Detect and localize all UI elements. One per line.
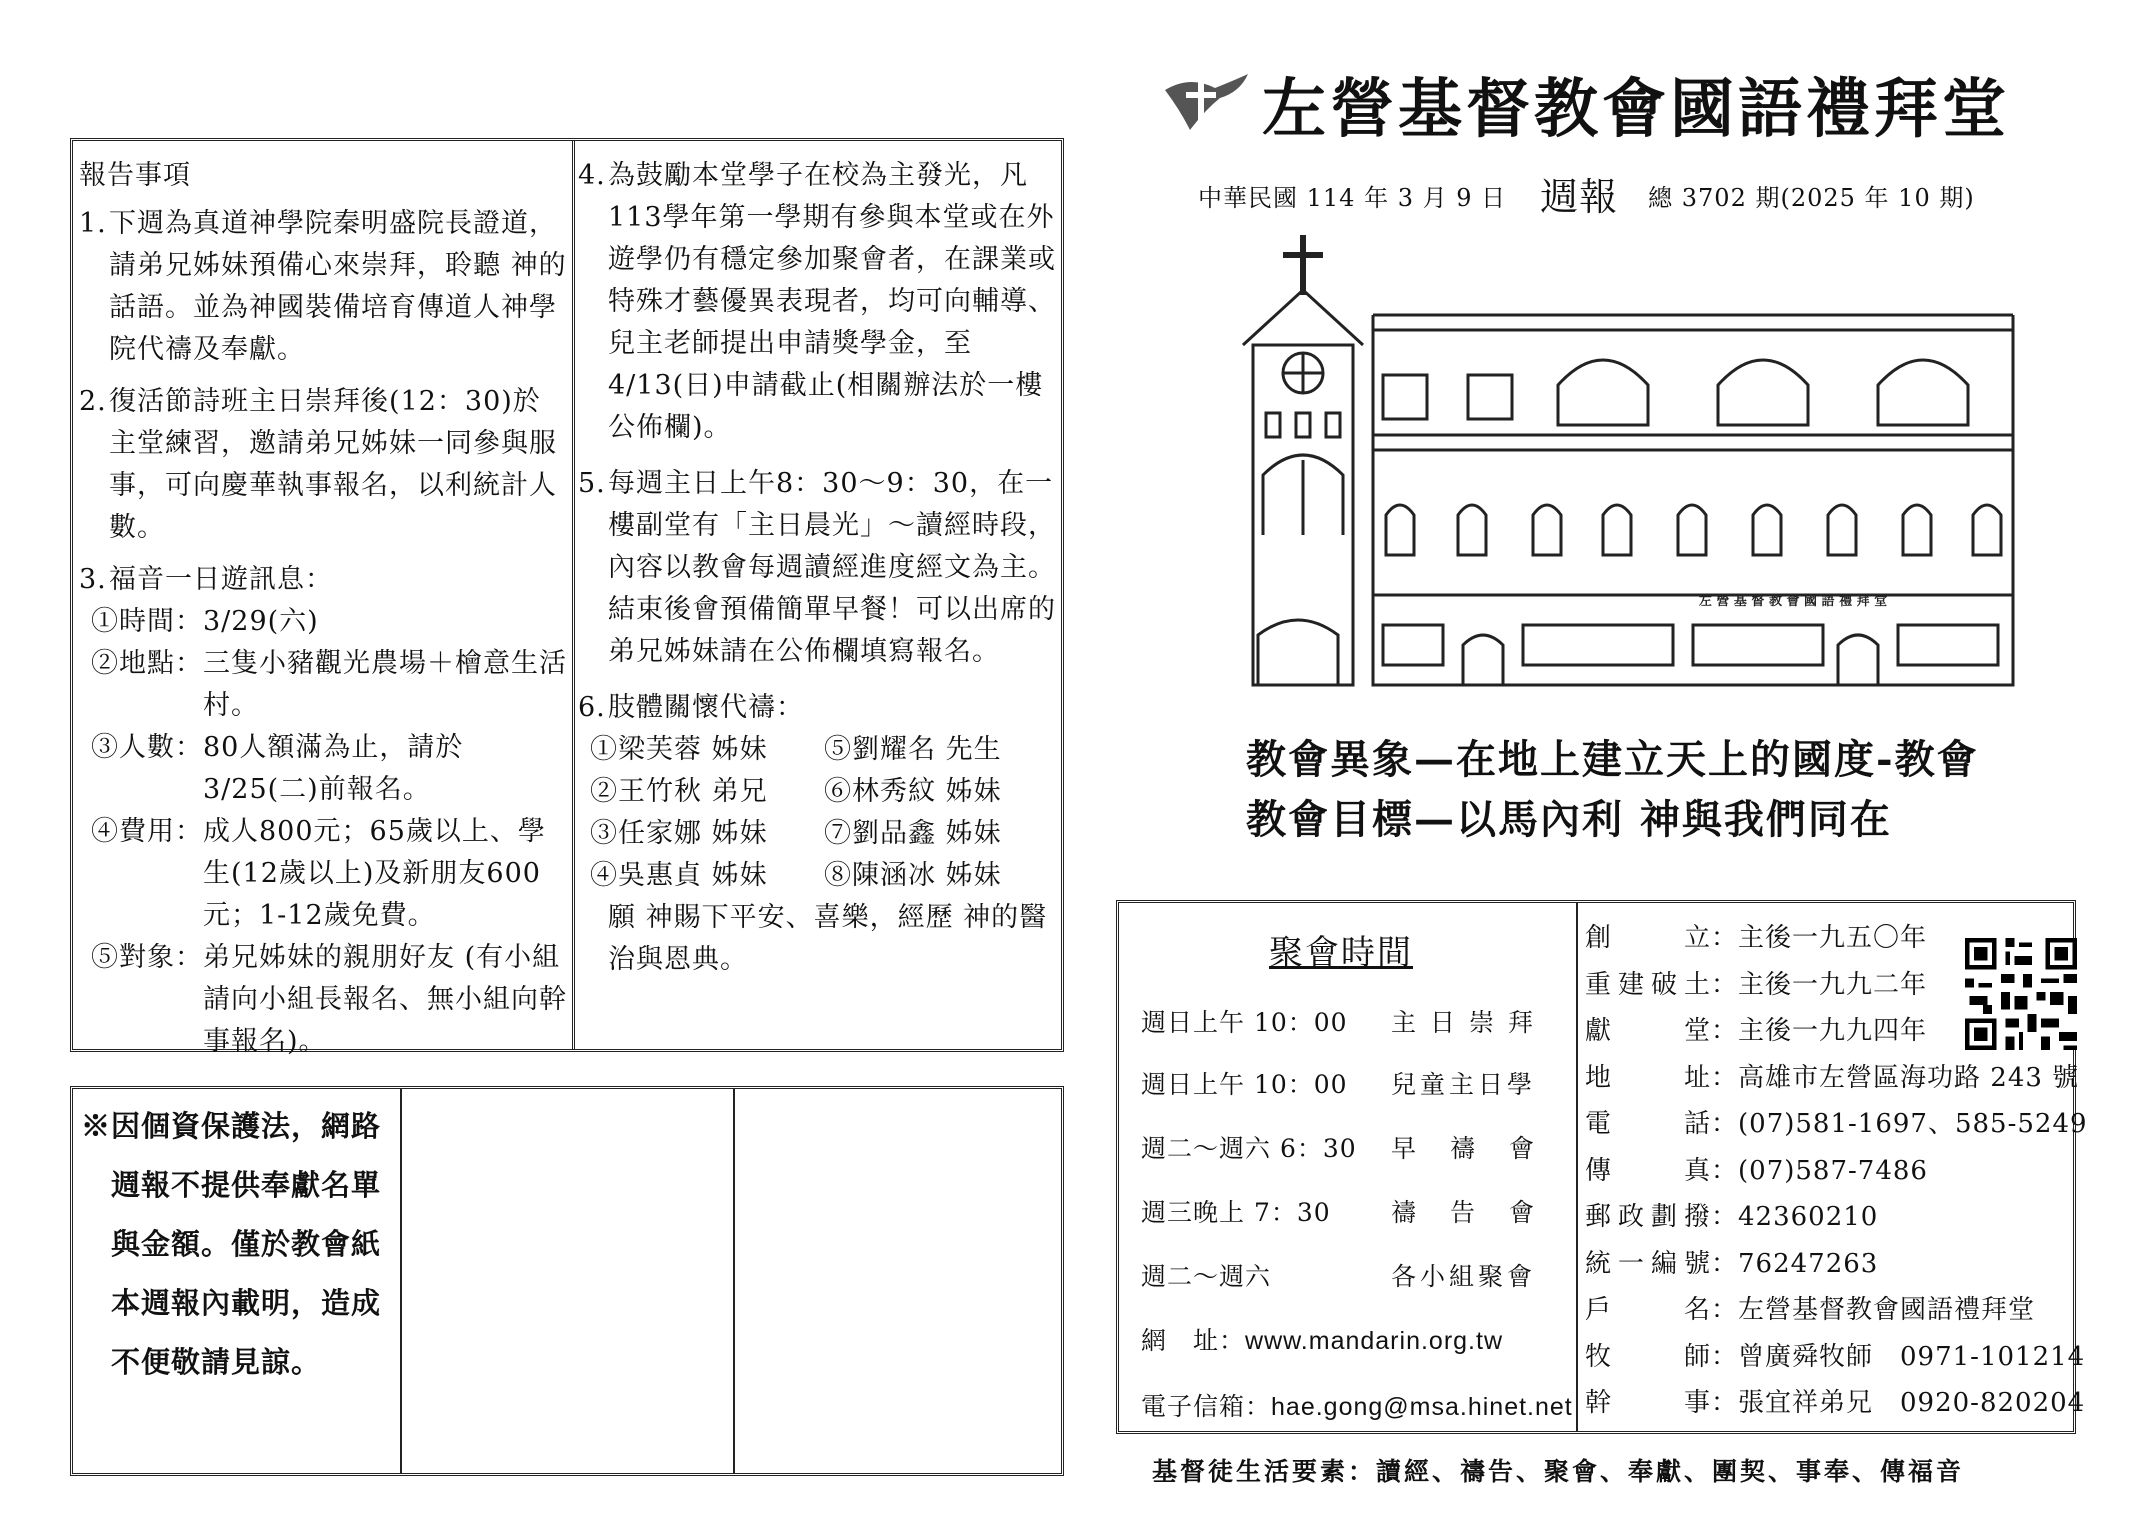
prayer-row: ③任家娜 姊妹 ⑦劉品鑫 姊妹 — [590, 818, 1002, 849]
meeting-row: 週日上午 10：00 主日崇拜 — [1141, 1008, 1548, 1037]
website-link[interactable]: www.mandarin.org.tw — [1245, 1327, 1503, 1355]
info-row: 幹事：張宜祥弟兄 0920-820204 — [1585, 1388, 2086, 1418]
church-info-panel — [1116, 900, 2088, 1434]
info-row: 戶名：左營基督教會國語禮拜堂 — [1585, 1295, 2036, 1325]
announcement-item-5: 5. 每週主日上午8：30～9：30，在一樓副堂有「主日晨光」～讀經時段，內容以教會每週讀經進度經文為主。結束後會預備簡單早餐！可以出席的弟兄姊妹請在公佈欄填寫報名。 — [578, 468, 1056, 667]
outing-detail-row: ①時間： 3/29(六) — [91, 606, 319, 637]
announcement-item-1: 1. 下週為真道神學院秦明盛院長證道，請弟兄姊妹預備心來崇拜，聆聽 神的話語。並為神國裝備培育傳道人神學院代禱及奉獻。 — [79, 208, 567, 365]
building-sign: 左 營 基 督 教 會 國 語 禮 拜 堂 — [1698, 594, 1888, 609]
prayer-row: ①梁芙蓉 姊妹 ⑤劉耀名 先生 — [590, 734, 1002, 765]
privacy-notice-panel — [70, 1086, 1064, 1476]
info-row: 獻堂：主後一九九四年 — [1585, 1016, 1928, 1046]
outing-detail-row: ②地點： 三隻小豬觀光農場＋檜意生活村。 — [91, 648, 567, 721]
prayer-closing: 願 神賜下平安、喜樂，經歷 神的醫治與恩典。 — [608, 902, 1048, 975]
announcement-item-2: 2. 復活節詩班主日崇拜後(12：30)於主堂練習，邀請弟兄姊妹一同參與服事，可向慶華執事報名，以利統計人數。 — [79, 386, 557, 543]
church-building-illustration — [1238, 235, 2018, 695]
announcement-item-3: 3. 福音一日遊訊息： — [79, 564, 333, 595]
email-link[interactable]: hae.gong@msa.hinet.net — [1271, 1393, 1573, 1421]
column-divider — [1576, 903, 1578, 1431]
info-row: 地址：高雄市左營區海功路 243 號 — [1585, 1062, 2080, 1093]
prayer-row: ②王竹秋 弟兄 ⑥林秀紋 姊妹 — [590, 776, 1002, 807]
outing-detail-row: ⑤對象： 弟兄姊妹的親朋好友 (有小組請向小組長報名、無小組向幹事報名)。 — [91, 942, 567, 1057]
announcement-item-4: 4. 為鼓勵本堂學子在校為主發光，凡113學年第一學期有參與本堂或在外遊學仍有穩定參加聚會者，在課業或特殊才藝優異表現者，均可向輔導、兒主老師提出申請獎學金，至4/13(日)申請截止(相關辦法於一樓公佈欄)。 — [578, 160, 1056, 443]
meeting-row: 週日上午 10：00 兒童主日學 — [1141, 1070, 1537, 1099]
church-vision — [1246, 730, 1979, 850]
prayer-row: ④吳惠貞 姊妹 ⑧陳涵冰 姊妹 — [590, 860, 1002, 891]
outing-detail-row: ③人數： 80人額滿為止，請於3/25(二)前報名。 — [91, 732, 464, 805]
meeting-row: 週二～週六 6：30 早禱會 — [1141, 1134, 1569, 1163]
announcements-right-column — [578, 155, 1058, 981]
meeting-times-title: 聚會時間 — [1269, 933, 1413, 973]
weekly-label: 週報 — [1540, 175, 1619, 219]
info-row: 電話：(07)581-1697、585-5249 — [1585, 1109, 2088, 1139]
issue-number: 總 3702 期(2025 年 10 期) — [1648, 184, 1975, 212]
meeting-row: 週二～週六 各小組聚會 — [1141, 1262, 1537, 1291]
announcements-panel — [70, 138, 1064, 1057]
info-row: 郵政劃撥：42360210 — [1585, 1202, 1879, 1232]
privacy-notice-text: ※因個資保護法，網路 週報不提供奉獻名單 與金額。僅於教會紙 本週報內載明，造成 不便敬請見諒。 — [81, 1109, 382, 1379]
outing-detail-row: ④費用： 成人800元；65歲以上、學生(12歲以上)及新朋友600元；1-12歲免費。 — [91, 816, 546, 931]
church-name: 左營基督教會國語禮拜堂 — [1262, 72, 2010, 147]
email-row: 電子信箱：hae.gong@msa.hinet.net — [1141, 1392, 1573, 1421]
meeting-row: 週三晚上 7：30 禱告會 — [1141, 1198, 1569, 1227]
info-row: 統一編號：76247263 — [1585, 1248, 1879, 1279]
website-row: 網 址：www.mandarin.org.tw — [1141, 1326, 1503, 1355]
announcement-item-6: 6. 肢體關懷代禱： — [578, 692, 804, 723]
issue-date: 中華民國 114 年 3 月 9 日 — [1198, 184, 1507, 212]
goal-line: 教會目標—以馬內利 神與我們同在 — [1246, 796, 1892, 843]
announcements-left-column — [79, 155, 567, 1063]
info-row: 創立：主後一九五〇年 — [1585, 923, 1928, 953]
qr-code-icon[interactable] — [1965, 938, 2077, 1050]
column-divider — [733, 1089, 735, 1473]
info-row: 牧師：曾廣舜牧師 0971-101214 — [1585, 1341, 2086, 1372]
vision-line: 教會異象—在地上建立天上的國度-教會 — [1246, 736, 1979, 783]
church-logo — [1160, 70, 1250, 140]
announcements-heading: 報告事項 — [79, 160, 191, 191]
info-row: 重建破土：主後一九九二年 — [1585, 969, 1928, 1000]
issue-line — [1198, 162, 1975, 217]
info-row: 傳真：(07)587-7486 — [1585, 1155, 1928, 1186]
column-divider — [572, 141, 576, 1049]
footer-motto: 基督徒生活要素：讀經、禱告、聚會、奉獻、團契、事奉、傳福音 — [1152, 1457, 1965, 1486]
